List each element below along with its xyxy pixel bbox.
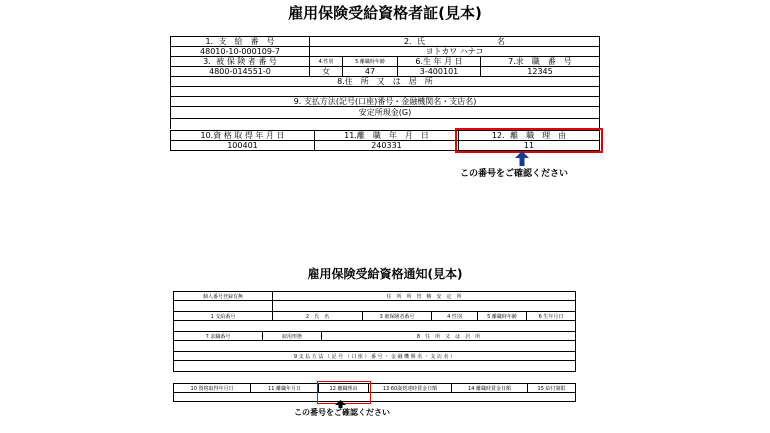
value-seinengappi: 3-400101 [397,66,481,77]
b-header-shimei: 2 氏 名 [272,311,363,321]
value-rishoku-nengappi: 240331 [314,140,459,151]
value-shiharai-hoho: 安定所現金(G) [170,106,600,119]
header-rishokuji-nenrei: 5.離職時年齢 [342,56,398,67]
value-rishokuji-nenrei: 47 [342,66,398,77]
b-header-rishokuji-nenrei: 5 離職時年齢 [477,311,527,321]
header-rishoku-riyu: 12．離 職 理 由 [458,130,600,141]
b-header-kyushoku-bango: 7 求職番号 [173,331,263,341]
b-header-rishoku-nengappi: 11 離職年月日 [250,383,319,393]
top-title: 雇用保険受給資格者証(見本) [288,4,482,22]
top-arrow-icon [515,151,529,166]
b-value-shiharai-hoho [173,360,576,372]
b-header-seibetsu: 4 性別 [431,311,478,321]
b-header-shiharai-hoho: 9 支 払 方 法 （ 記 号 （ 口 座 ） 番 号 ・ 金 融 機 関 名 ・ 支 店 名 ） [173,351,576,361]
bottom-confirm-note: この番号をご確認ください [294,408,390,417]
header-shiharai-hoho: 9. 支払方法(記号(口座)番号・金融機関名・支店名) [170,96,600,107]
b-header-rishokuji-chingin: 14 離職時賃金日額 [451,383,528,393]
b-header-kyufu-seigen: 15 給付制限 [527,383,576,393]
header-kyushoku-bango: 7.求 職 番 号 [480,56,600,67]
bottom-title: 雇用保険受給資格通知(見本) [307,267,463,281]
value-rishoku-riyu: 11 [458,140,600,151]
header-seibetsu: 4.性別 [309,56,343,67]
header-hihokensha-bango: 3．被 保 険 者 番 号 [170,56,310,67]
b-header-hihokensha-bango: 3 被保険者番号 [362,311,432,321]
value-hihokensha-bango: 4800-014551-0 [170,66,310,77]
header-shikaku-shutoku: 10.資 格 取 得 年 月 日 [170,130,315,141]
value-shimei: ヨトカワ ハナコ [309,46,600,57]
header-jusho: 8.住 所 又 は 居 所 [170,76,600,87]
top-highlight-box [455,128,603,153]
header-shikyu-bango: 1．支 給 番 号 [170,36,310,47]
b-header-kojin-bango: 個人番号登録有無 [173,291,273,301]
b-header-jusho: 8 住 所 又 は 居 所 [321,331,576,341]
b-header-seinengappi: 6 生年月日 [526,311,576,321]
b-value-row10 [173,392,576,402]
b-header-shikyu-bango: 1 支給番号 [173,311,273,321]
value-shikaku-shutoku: 100401 [170,140,315,151]
value-kyushoku-bango: 12345 [480,66,600,77]
header-rishoku-nengappi: 11.離 職 年 月 日 [314,130,459,141]
b-header-shikaku-shutoku: 10 資格取得年月日 [173,383,251,393]
b-header-rishoku-riyu: 12 離職理由 [318,383,369,393]
value-shikyu-bango: 48010-10-000109-7 [170,46,310,57]
top-confirm-note: この番号をご確認ください [460,169,569,179]
header-seinengappi: 6.生 年 月 日 [397,56,481,67]
b-header-koyo-keitai: 雇用形態 [262,331,322,341]
header-shimei: 2．氏 名 [309,36,600,47]
b-header-60sai-chingin: 13 60歳到達時賃金日額 [368,383,452,393]
value-seibetsu: 女 [309,66,343,77]
b-header-kankatsu: 住 所 所 管 轄 安 定 所 [272,291,576,301]
